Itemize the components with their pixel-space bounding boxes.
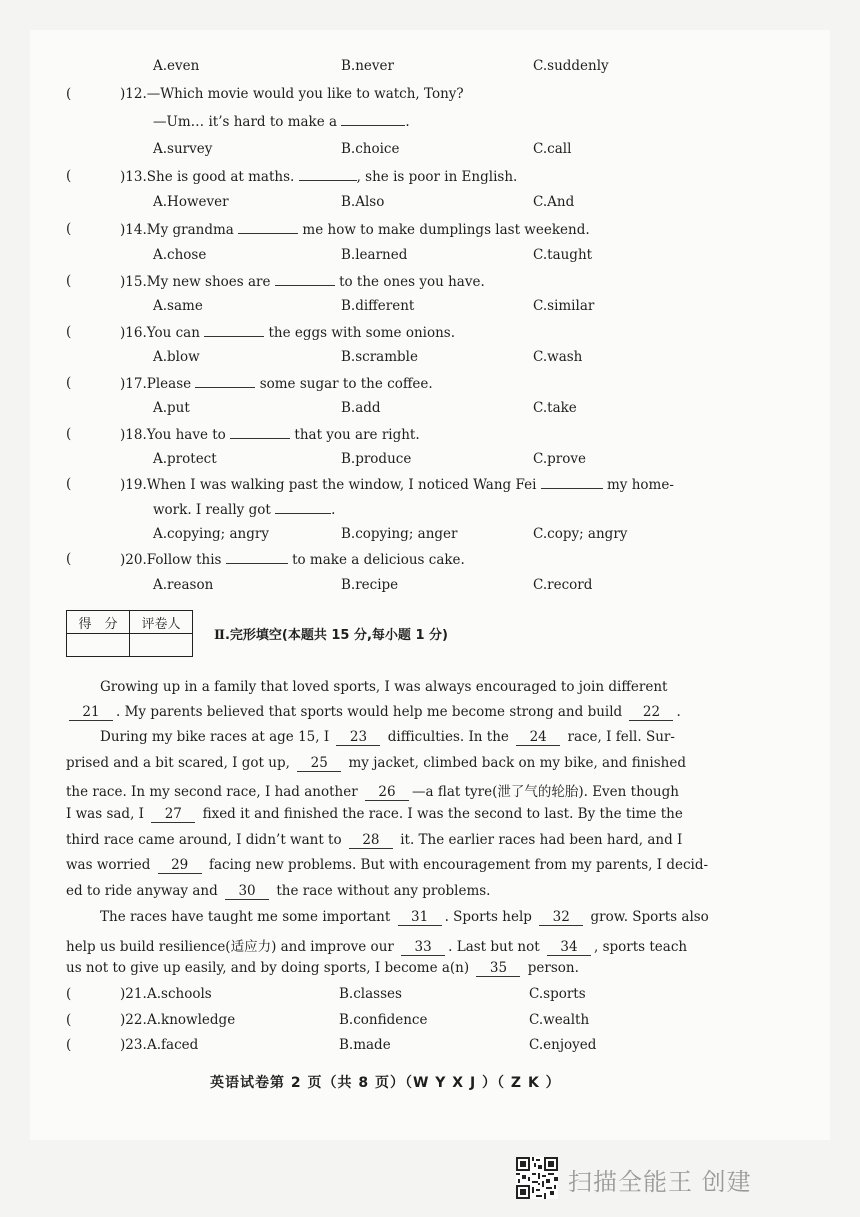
answer-blank xyxy=(541,476,603,489)
section-title: Ⅱ.完形填空(本题共 15 分,每小题 1 分) xyxy=(214,628,448,643)
answer-paren: ( xyxy=(66,324,72,340)
option-b: B.different xyxy=(341,298,415,314)
option-c: C.enjoyed xyxy=(529,1037,597,1053)
question-text: )13.She is good at maths. , she is poor in English. xyxy=(120,169,518,185)
q21-options xyxy=(147,986,713,1008)
option-c: C.call xyxy=(533,141,572,157)
question-text: )17.Please some sugar to the coffee. xyxy=(120,376,433,392)
answer-paren: ( xyxy=(66,986,72,1002)
answer-paren: ( xyxy=(66,426,72,442)
q23-options xyxy=(147,1037,713,1059)
q13-options xyxy=(153,194,713,216)
question-14 xyxy=(66,221,716,247)
qr-code-icon xyxy=(516,1157,558,1199)
question-15 xyxy=(66,273,716,299)
answer-blank xyxy=(230,426,290,439)
score-header: 得 分 xyxy=(67,611,130,634)
option-b: B.recipe xyxy=(341,577,399,593)
score-table xyxy=(66,610,193,657)
cloze-blank: 24 xyxy=(516,729,560,746)
passage-line: I was sad, I 27 fixed it and finished the race. I was the second to last. By the time the xyxy=(66,806,683,822)
cloze-blank: 21 xyxy=(69,704,113,721)
option-a: A.knowledge xyxy=(147,1012,236,1028)
option-c: C.prove xyxy=(533,451,586,467)
option-c: C.And xyxy=(533,194,575,210)
q17-options xyxy=(153,400,713,422)
cloze-blank: 29 xyxy=(158,857,202,874)
answer-blank xyxy=(195,375,255,388)
option-a: A.blow xyxy=(153,349,200,365)
score-cell xyxy=(67,634,130,657)
q20-options xyxy=(153,577,713,599)
option-c: C.take xyxy=(533,400,577,416)
option-a: A.However xyxy=(153,194,229,210)
cloze-blank: 28 xyxy=(349,832,393,849)
option-a: A.even xyxy=(153,58,200,74)
question-text: )14.My grandma me how to make dumplings last weekend. xyxy=(120,222,590,238)
question-18 xyxy=(66,426,716,452)
question-20 xyxy=(66,551,716,577)
answer-paren: ( xyxy=(66,551,72,567)
grader-cell xyxy=(130,634,193,657)
option-a: A.protect xyxy=(153,451,217,467)
q14-options xyxy=(153,247,713,269)
option-b: B.Also xyxy=(341,194,385,210)
question-text: )16.You can the eggs with some onions. xyxy=(120,325,455,341)
question-16 xyxy=(66,324,716,350)
option-b: B.produce xyxy=(341,451,412,467)
question-text: )15.My new shoes are to the ones you have. xyxy=(120,274,485,290)
option-a: A.schools xyxy=(147,986,212,1002)
question-number: )23. xyxy=(120,1037,147,1053)
question-number: )21. xyxy=(120,986,147,1002)
answer-blank xyxy=(275,501,331,514)
question-text: )12.—Which movie would you like to watch, Tony? xyxy=(120,86,464,102)
option-a: A.put xyxy=(153,400,190,416)
answer-blank xyxy=(275,273,335,286)
answer-blank xyxy=(341,113,405,126)
option-b: B.copying; anger xyxy=(341,526,458,542)
option-c: C.taught xyxy=(533,247,593,263)
answer-paren: ( xyxy=(66,86,72,102)
option-a: A.chose xyxy=(153,247,207,263)
watermark-text: 扫描全能王 创建 xyxy=(568,1168,752,1196)
answer-paren: ( xyxy=(66,221,72,237)
option-b: B.learned xyxy=(341,247,408,263)
q12-options xyxy=(153,141,713,163)
answer-paren: ( xyxy=(66,1012,72,1028)
option-c: C.suddenly xyxy=(533,58,609,74)
grader-header: 评卷人 xyxy=(130,611,193,634)
passage-line: During my bike races at age 15, I 23 difficulties. In the 24 race, I fell. Sur- xyxy=(100,729,675,745)
passage-line: us not to give up easily, and by doing sports, I become a(n) 35 person. xyxy=(66,960,579,976)
question-text: )18.You have to that you are right. xyxy=(120,427,420,443)
answer-paren: ( xyxy=(66,273,72,289)
answer-blank xyxy=(204,324,264,337)
option-a: A.faced xyxy=(147,1037,199,1053)
q15-options xyxy=(153,298,713,320)
scanner-watermark xyxy=(516,1157,816,1199)
question-19-line2: work. I really got . xyxy=(153,502,336,518)
q11-options xyxy=(153,58,713,80)
question-number: )22. xyxy=(120,1012,147,1028)
option-a: A.reason xyxy=(153,577,214,593)
cloze-blank: 23 xyxy=(336,729,380,746)
option-b: B.add xyxy=(341,400,381,416)
question-19 xyxy=(66,476,716,502)
cloze-blank: 26 xyxy=(365,784,409,801)
cloze-blank: 30 xyxy=(225,883,269,900)
page-footer: 英语试卷第 2 页（共 8 页）（W Y X J ）（ Z K ） xyxy=(210,1075,561,1091)
passage-line: was worried 29 facing new problems. But with encouragement from my parents, I decid- xyxy=(66,857,709,873)
option-b: B.made xyxy=(339,1037,391,1053)
cloze-blank: 34 xyxy=(547,939,591,956)
option-b: B.scramble xyxy=(341,349,418,365)
question-13 xyxy=(66,168,716,194)
cloze-blank: 22 xyxy=(629,704,673,721)
passage-line: help us build resilience(适应力) and improve our 33 . Last but not 34 , sports teach xyxy=(66,939,688,955)
answer-paren: ( xyxy=(66,168,72,184)
option-c: C.record xyxy=(533,577,593,593)
answer-blank xyxy=(238,221,298,234)
passage-line: third race came around, I didn’t want to 28 it. The earlier races had been hard, and I xyxy=(66,832,683,848)
passage-line: 21 . My parents believed that sports would help me become strong and build 22 . xyxy=(66,704,706,721)
cloze-blank: 33 xyxy=(401,939,445,956)
cloze-blank: 31 xyxy=(398,909,442,926)
passage-line: The races have taught me some important 31 . Sports help 32 grow. Sports also xyxy=(100,909,709,925)
option-a: A.copying; angry xyxy=(153,526,269,542)
q19-options xyxy=(153,526,713,548)
q16-options xyxy=(153,349,713,371)
answer-blank xyxy=(226,551,288,564)
passage-line: the race. In my second race, I had another 26 —a flat tyre(泄了气的轮胎). Even though xyxy=(66,784,679,800)
option-c: C.sports xyxy=(529,986,586,1002)
option-b: B.choice xyxy=(341,141,400,157)
answer-paren: ( xyxy=(66,1037,72,1053)
question-17 xyxy=(66,375,716,401)
option-a: A.survey xyxy=(153,141,213,157)
option-c: C.copy; angry xyxy=(533,526,628,542)
question-12 xyxy=(66,86,716,112)
option-c: C.similar xyxy=(533,298,595,314)
q22-options xyxy=(147,1012,713,1034)
option-a: A.same xyxy=(153,298,203,314)
question-12-line2: —Um… it’s hard to make a . xyxy=(153,114,410,130)
cloze-blank: 35 xyxy=(476,960,520,977)
option-c: C.wash xyxy=(533,349,583,365)
option-b: B.never xyxy=(341,58,394,74)
passage-line: ed to ride anyway and 30 the race without any problems. xyxy=(66,883,491,899)
q18-options xyxy=(153,451,713,473)
passage-line: Growing up in a family that loved sports, I was always encouraged to join different xyxy=(100,679,668,695)
answer-paren: ( xyxy=(66,476,72,492)
cloze-blank: 25 xyxy=(297,755,341,772)
passage-line: prised and a bit scared, I got up, 25 my jacket, climbed back on my bike, and finished xyxy=(66,755,686,771)
question-text: )20.Follow this to make a delicious cake. xyxy=(120,552,465,568)
option-b: B.classes xyxy=(339,986,402,1002)
answer-paren: ( xyxy=(66,375,72,391)
cloze-blank: 27 xyxy=(151,806,195,823)
option-b: B.confidence xyxy=(339,1012,428,1028)
cloze-blank: 32 xyxy=(539,909,583,926)
answer-blank xyxy=(299,168,357,181)
question-text: )19.When I was walking past the window, I noticed Wang Fei my home- xyxy=(120,477,674,493)
option-c: C.wealth xyxy=(529,1012,590,1028)
